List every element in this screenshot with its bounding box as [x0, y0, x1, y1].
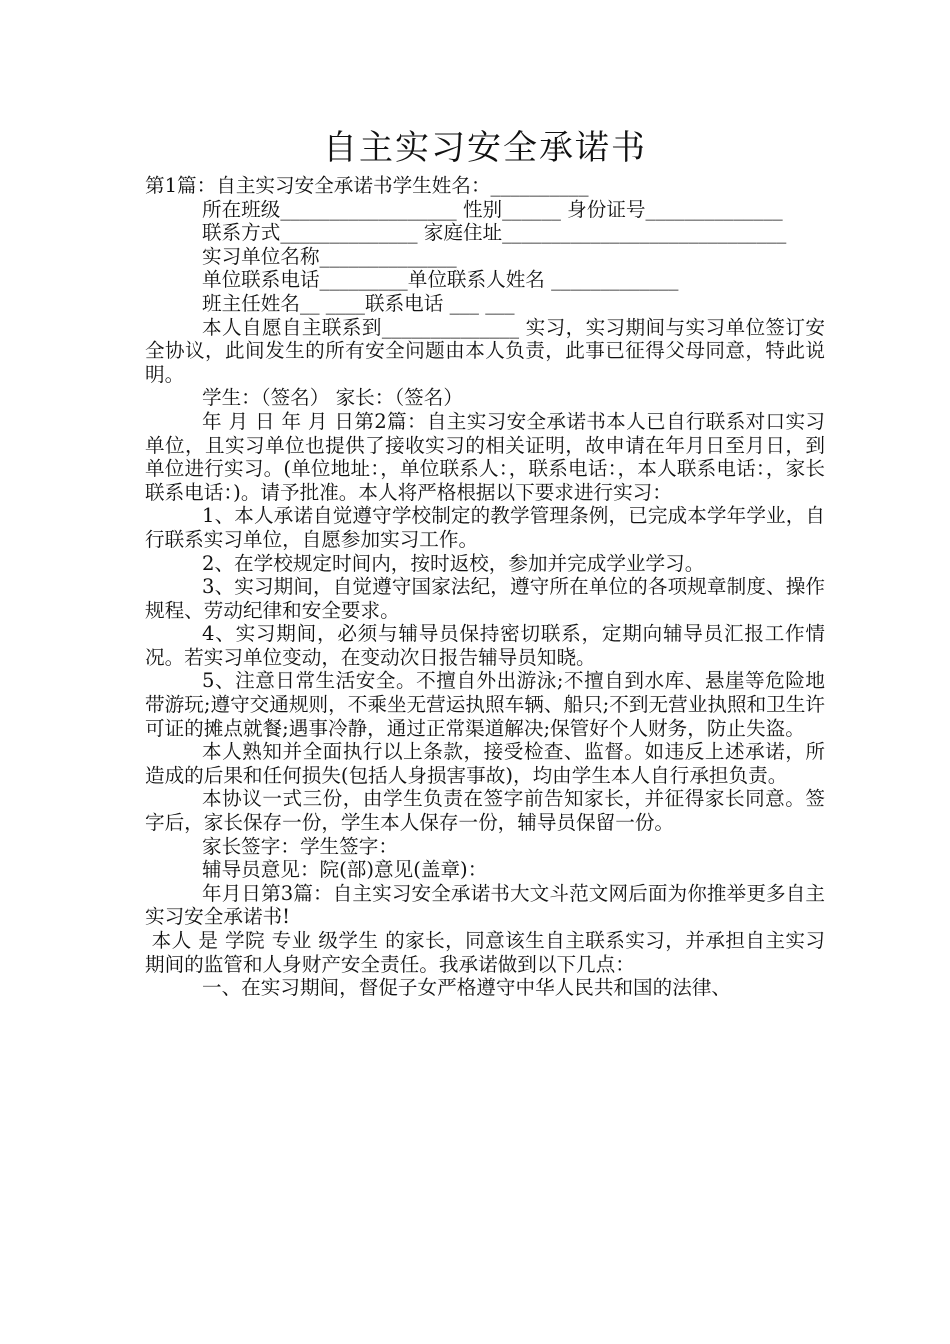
- document-page: [145, 128, 825, 1000]
- document-body: [145, 174, 825, 1000]
- paragraph: 一、在实习期间，督促子女严格遵守中华人民共和国的法律、: [202, 976, 732, 1000]
- paragraph: 班主任姓名__ ____联系电话 ___ ___: [202, 291, 515, 315]
- paragraph: 第1篇：自主实习安全承诺书学生姓名：__________: [145, 174, 589, 197]
- paragraph: 所在班级__________________ 性别______ 身份证号______________: [202, 197, 783, 221]
- paragraph: 本人自愿自主联系到______________ 实习，实习期间与实习单位签订安全协议，此间发生的所有安全问题由本人负责，此事已征得父母同意，特此说明。: [145, 315, 825, 386]
- paragraph: 实习单位名称______________: [202, 244, 457, 268]
- paragraph: 联系方式______________ 家庭住址_____________________________: [202, 221, 787, 245]
- paragraph: 学生：（签名） 家长：（签名）: [202, 386, 463, 410]
- paragraph: 本人熟知并全面执行以上条款，接受检查、监督。如违反上述承诺，所造成的后果和任何损失(包括人身损害事故)，均由学生本人自行承担负责。: [145, 740, 825, 787]
- paragraph: 2、在学校规定时间内，按时返校，参加并完成学业学习。: [202, 551, 705, 575]
- paragraph: 单位联系电话_________单位联系人姓名 _____________: [202, 268, 679, 292]
- paragraph: 本协议一式三份，由学生负责在签字前告知家长，并征得家长同意。签字后，家长保存一份，学生本人保存一份，辅导员保留一份。: [145, 787, 825, 835]
- paragraph: 辅导员意见：院(部)意见(盖章)：: [202, 858, 488, 882]
- paragraph: 1、本人承诺自觉遵守学校制定的教学管理条例，已完成本学年学业，自行联系实习单位，自愿参加实习工作。: [145, 504, 825, 551]
- paragraph: 本人 是 学院 专业 级学生 的家长，同意该生自主联系实习，并承担自主实习期间的监管和人身财产安全责任。我承诺做到以下几点：: [145, 929, 825, 976]
- paragraph: 年 月 日 年 月 日第2篇：自主实习安全承诺书本人已自行联系对口实习单位，且实习单位也提供了接收实习的相关证明，故申请在年月日至月日，到单位进行实习。(单位地址：，单位联系人：，联系电话：，本人联系电话：，家长联系电话：)。请予批准。本人将严格根据以下要求进行实习：: [145, 409, 825, 504]
- document-title: 自主实习安全承诺书: [323, 128, 647, 168]
- paragraph: 3、实习期间，自觉遵守国家法纪，遵守所在单位的各项规章制度、操作规程、劳动纪律和安全要求。: [145, 575, 825, 622]
- paragraph: 4、实习期间，必须与辅导员保持密切联系，定期向辅导员汇报工作情况。若实习单位变动，在变动次日报告辅导员知晓。: [145, 622, 825, 669]
- paragraph: 5、注意日常生活安全。不擅自外出游泳;不擅自到水库、悬崖等危险地带游玩;遵守交通规则，不乘坐无营运执照车辆、船只;不到无营业执照和卫生许可证的摊点就餐;遇事冷静，通过正常渠道解决;保管好个人财务，防止失盗。: [145, 669, 825, 740]
- paragraph: 年月日第3篇：自主实习安全承诺书大文斗范文网后面为你推举更多自主实习安全承诺书!: [145, 881, 825, 929]
- paragraph: 家长签字：学生签字：: [202, 834, 398, 858]
